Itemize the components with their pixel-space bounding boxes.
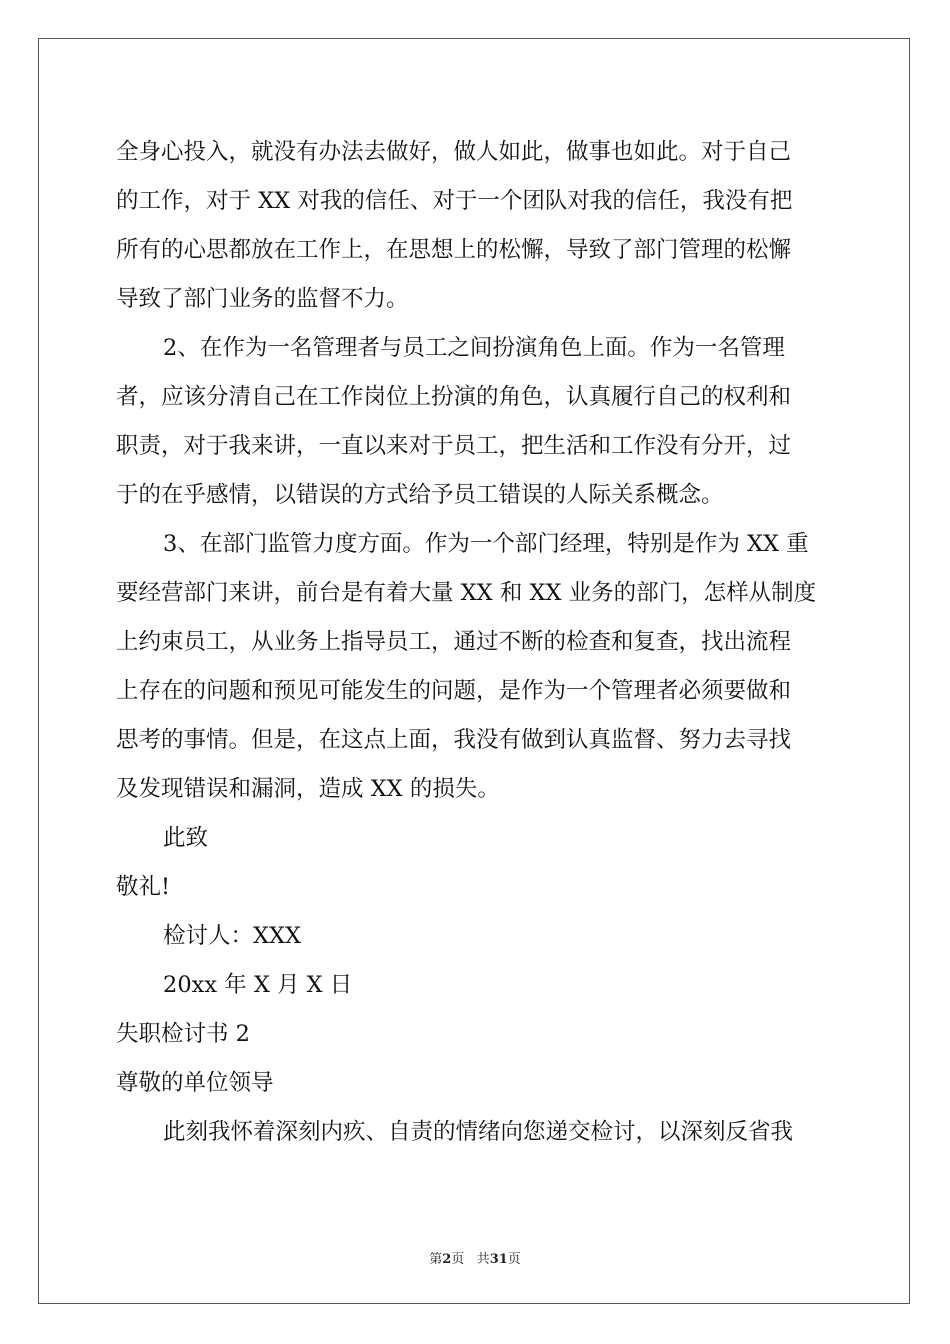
greeting-line: 尊敬的单位领导 [116, 1070, 274, 1096]
total-prefix: 共 [476, 1252, 490, 1267]
text-line: 思考的事情。但是，在这点上面，我没有做到认真监督、努力去寻找 [116, 727, 792, 753]
date-line: 20xx 年 X 月 X 日 [163, 972, 353, 998]
text-line: 上约束员工，从业务上指导员工，通过不断的检查和复查，找出流程 [116, 629, 792, 655]
page-suffix: 页 [451, 1252, 465, 1267]
text-line: 3、在部门监管力度方面。作为一个部门经理，特别是作为 XX 重 [163, 531, 809, 557]
text-line: 全身心投入，就没有办法去做好，做人如此，做事也如此。对于自己 [116, 139, 792, 165]
text-line: 者，应该分清自己在工作岗位上扮演的角色，认真履行自己的权利和 [116, 384, 792, 410]
page-prefix: 第 [429, 1252, 443, 1267]
text-line: 所有的心思都放在工作上，在思想上的松懈，导致了部门管理的松懈 [116, 237, 792, 263]
text-line: 职责，对于我来讲，一直以来对于员工，把生活和工作没有分开，过 [116, 433, 792, 459]
text-line: 于的在乎感情，以错误的方式给予员工错误的人际关系概念。 [116, 482, 724, 508]
text-line: 的工作，对于 XX 对我的信任、对于一个团队对我的信任，我没有把 [116, 188, 793, 214]
closing-regards: 敬礼! [116, 874, 171, 900]
text-line: 2、在作为一名管理者与员工之间扮演角色上面。作为一名管理 [163, 335, 785, 361]
total-suffix: 页 [507, 1252, 521, 1267]
document-body [116, 128, 836, 1157]
text-line: 要经营部门来讲，前台是有着大量 XX 和 XX 业务的部门，怎样从制度 [116, 580, 817, 606]
section-title: 失职检讨书 2 [116, 1021, 250, 1047]
closing-salutation: 此致 [163, 825, 209, 851]
text-line: 导致了部门业务的监督不力。 [116, 286, 409, 312]
page-number: 2 [442, 1252, 452, 1267]
text-line: 此刻我怀着深刻内疚、自责的情绪向您递交检讨，以深刻反省我 [163, 1119, 794, 1145]
page-footer [0, 1248, 950, 1267]
signature-line: 检讨人：XXX [163, 923, 302, 949]
total-pages: 31 [489, 1252, 508, 1267]
text-line: 上存在的问题和预见可能发生的问题，是作为一个管理者必须要做和 [116, 678, 792, 704]
text-line: 及发现错误和漏洞，造成 XX 的损失。 [116, 776, 500, 802]
